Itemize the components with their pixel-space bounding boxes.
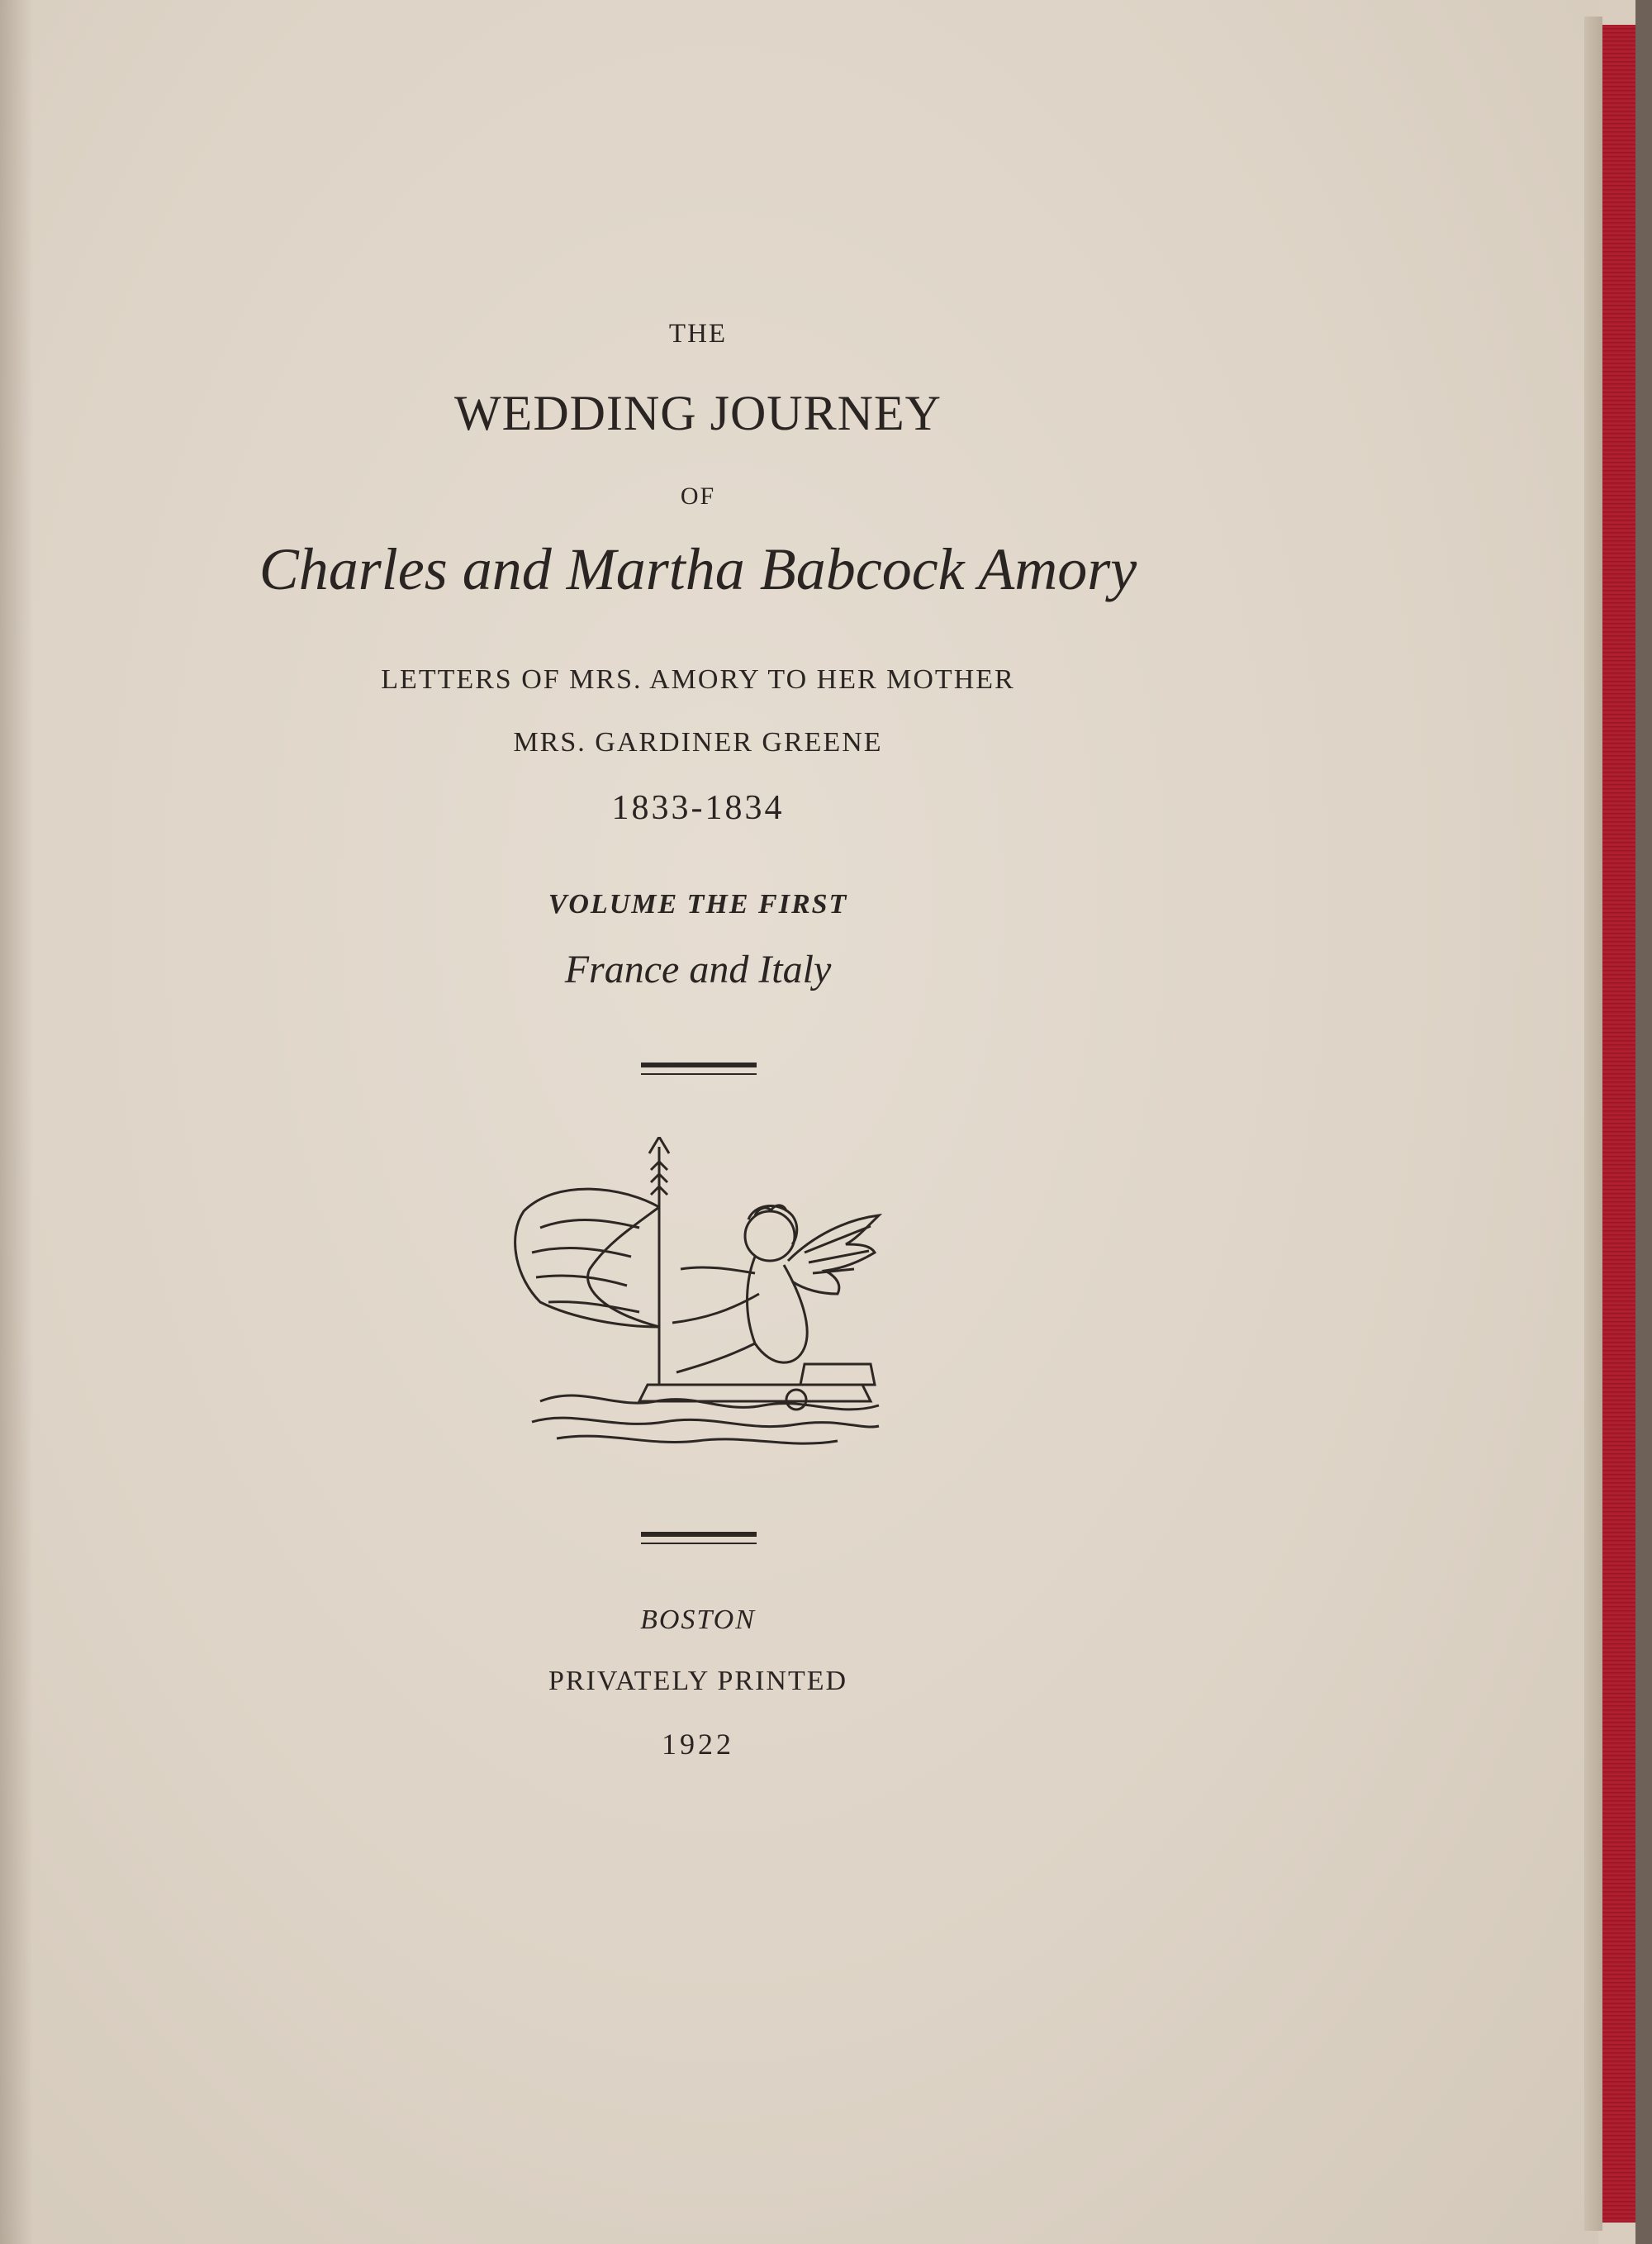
red-cloth-binding xyxy=(1602,25,1635,2223)
volume-label: VOLUME THE FIRST xyxy=(548,889,848,920)
decorative-rule-top xyxy=(641,1063,757,1075)
subtitle-letters: LETTERS OF MRS. AMORY TO HER MOTHER xyxy=(381,664,1015,695)
page-edge xyxy=(1584,17,1602,2231)
title-of: OF xyxy=(680,483,716,510)
background-edge xyxy=(1635,0,1652,2244)
subtitle-recipient: MRS. GARDINER GREENE xyxy=(513,727,883,758)
imprint-publisher: PRIVATELY PRINTED xyxy=(548,1666,848,1696)
imprint-year: 1922 xyxy=(662,1728,734,1761)
couple-names: Charles and Martha Babcock Amory xyxy=(259,536,1137,602)
imprint-place: BOSTON xyxy=(640,1605,756,1635)
book-title: WEDDING JOURNEY xyxy=(454,386,942,440)
date-range: 1833-1834 xyxy=(611,789,785,827)
decorative-rule-bottom xyxy=(641,1532,757,1544)
volume-subtitle: France and Italy xyxy=(564,948,832,991)
title-the: THE xyxy=(668,319,728,349)
cupid-sailing-emblem-icon xyxy=(507,1137,884,1451)
